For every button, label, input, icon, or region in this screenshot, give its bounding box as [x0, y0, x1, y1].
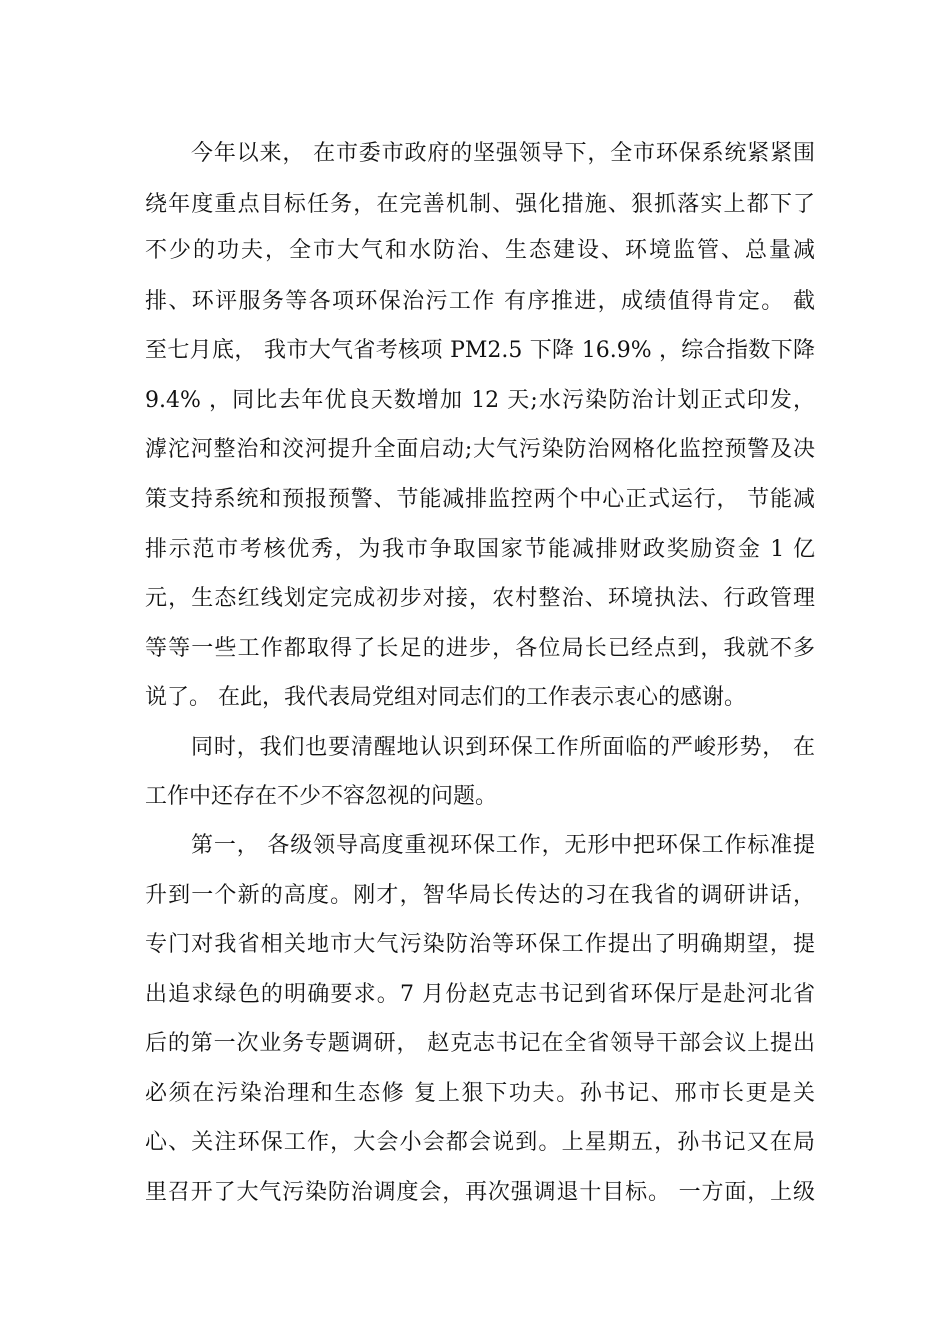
- paragraph-1-line-12: 说了。 在此，我代表局党组对同志们的工作表示衷心的感谢。: [145, 685, 746, 710]
- paragraph-2-line-2: 工作中还存在不少不容忽视的问题。: [145, 784, 498, 809]
- paragraph-1-line-3: 不少的功夫，全市大气和水防治、生态建设、环境监管、总量减: [145, 238, 815, 263]
- paragraph-1-line-1: 今年以来， 在市委市政府的坚强领导下，全市环保系统紧紧围: [191, 141, 815, 166]
- paragraph-3-line-1: 第一， 各级领导高度重视环保工作，无形中把环保工作标准提: [191, 833, 815, 858]
- paragraph-3-line-8: 里召开了大气污染防治调度会，再次强调退十目标。 一方面，上级: [145, 1180, 815, 1205]
- paragraph-3-line-4: 出追求绿色的明确要求。7 月份赵克志书记到省环保厅是赴河北省: [145, 982, 815, 1007]
- paragraph-3-line-5: 后的第一次业务专题调研， 赵克志书记在全省领导干部会议上提出: [145, 1031, 815, 1056]
- paragraph-3-line-2: 升到一个新的高度。刚才，智华局长传达的习在我省的调研讲话，: [145, 883, 815, 908]
- paragraph-3-line-6: 必须在污染治理和生态修 复上狠下功夫。孙书记、邢市长更是关: [145, 1081, 815, 1106]
- paragraph-3-line-7: 心、关注环保工作，大会小会都会说到。上星期五，孙书记又在局: [145, 1130, 815, 1155]
- paragraph-3-line-3: 专门对我省相关地市大气污染防治等环保工作提出了明确期望，提: [145, 932, 815, 957]
- paragraph-2-line-1: 同时，我们也要清醒地认识到环保工作所面临的严峻形势， 在: [191, 735, 815, 760]
- paragraph-1-line-5: 至七月底， 我市大气省考核项 PM2.5 下降 16.9% ，综合指数下降: [145, 338, 815, 363]
- paragraph-1-line-11: 等等一些工作都取得了长足的进步，各位局长已经点到，我就不多: [145, 636, 815, 661]
- paragraph-1-line-2: 绕年度重点目标任务，在完善机制、强化措施、狠抓落实上都下了: [145, 192, 815, 217]
- paragraph-1-line-7: 滹沱河整治和洨河提升全面启动;大气污染防治网格化监控预警及决: [145, 437, 815, 462]
- paragraph-1-line-8: 策支持系统和预报预警、节能减排监控两个中心正式运行， 节能减: [145, 487, 815, 512]
- paragraph-1-line-4: 排、环评服务等各项环保治污工作 有序推进，成绩值得肯定。 截: [145, 289, 815, 314]
- paragraph-1-line-10: 元，生态红线划定完成初步对接，农村整治、环境执法、行政管理: [145, 586, 815, 611]
- paragraph-1-line-6: 9.4% ，同比去年优良天数增加 12 天;水污染防治计划正式印发，: [145, 388, 815, 413]
- paragraph-1-line-9: 排示范市考核优秀，为我市争取国家节能减排财政奖励资金 1 亿: [145, 537, 815, 562]
